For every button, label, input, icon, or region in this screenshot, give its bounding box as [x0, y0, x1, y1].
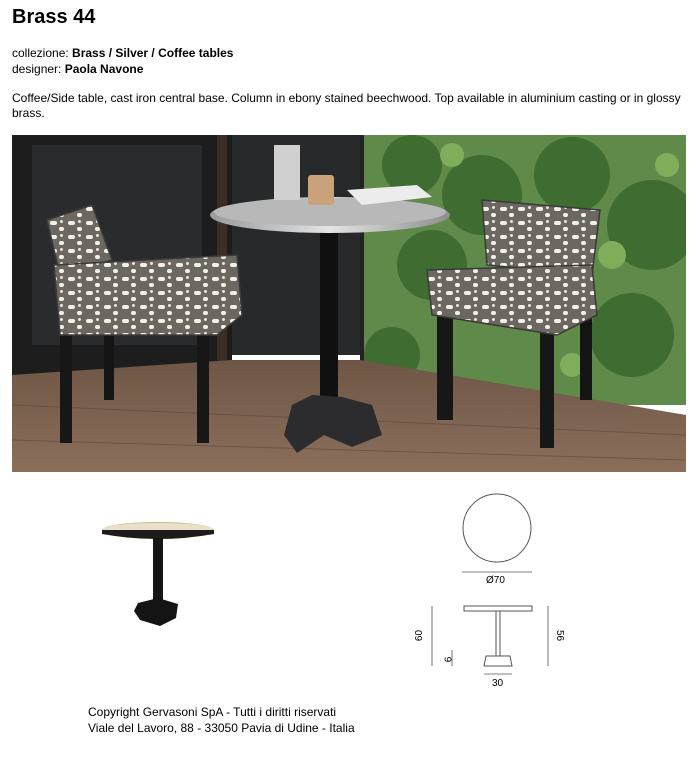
lifestyle-photo	[12, 135, 686, 472]
collection-value: Brass / Silver / Coffee tables	[72, 46, 234, 60]
product-description: Coffee/Side table, cast iron central base. Column in ebony stained beechwood. Top available in aluminium casting or in glossy brass.	[12, 91, 681, 120]
product-title: Brass 44	[12, 6, 96, 28]
dim-height-total: 60	[414, 629, 426, 642]
address-line: Viale del Lavoro, 88 - 33050 Pavia di Udine - Italia	[88, 721, 355, 735]
product-meta	[12, 45, 233, 77]
dim-height-column: 56	[554, 629, 566, 642]
designer-value: Paola Navone	[64, 62, 144, 76]
technical-drawing	[380, 478, 610, 696]
designer-label: designer:	[12, 62, 65, 76]
collection-label: collezione:	[12, 46, 73, 60]
collection-line	[12, 45, 233, 61]
dim-top-thickness: 6	[443, 656, 455, 663]
product-render	[88, 478, 338, 693]
copyright-line: Copyright Gervasoni SpA - Tutti i diritti riservati	[88, 705, 337, 719]
dim-base-width: 30	[492, 678, 504, 689]
dim-diameter: Ø70	[486, 575, 505, 586]
footer	[88, 704, 355, 736]
designer-line	[12, 61, 233, 77]
